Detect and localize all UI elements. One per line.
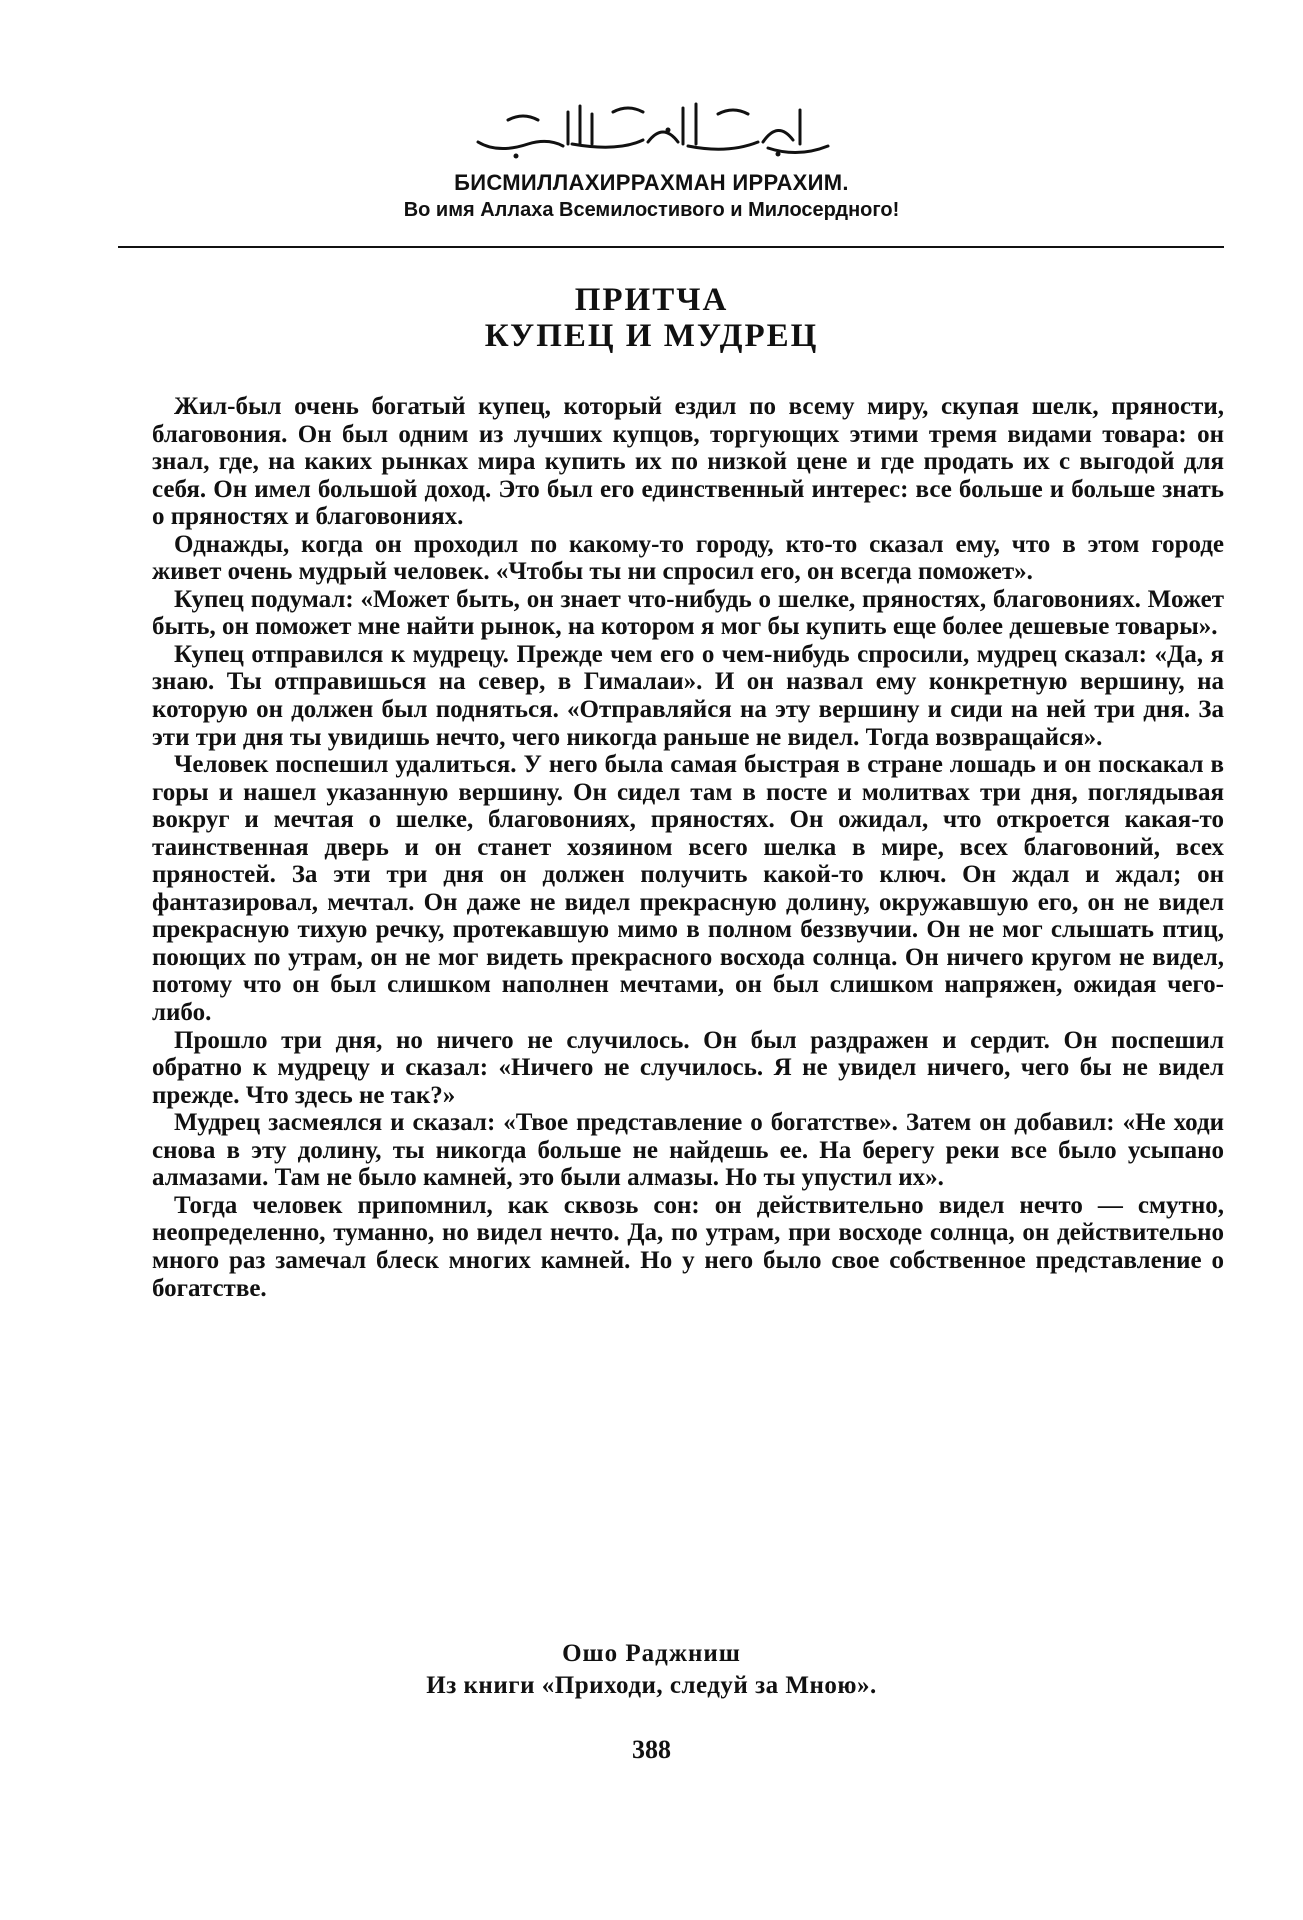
author-line: Ошо Раджниш (562, 1640, 741, 1667)
page-number: 388 (632, 1735, 671, 1764)
paragraph: Купец подумал: «Может быть, он знает что-нибудь о шелке, пряностях, благовониях. Может быть, он поможет мне найти рынок, на котором я мог бы купить еще более дешевые товары». (152, 585, 1224, 641)
bismillah-calligraphy (468, 92, 838, 162)
paragraph: Мудрец засмеялся и сказал: «Твое представление о богатстве». Затем он добавил: «Не ходи снова в эту долину, ты никогда больше не найдешь ее. На берегу реки все было усыпано алмазами. Там не было камней, это были алмазы. Но ты упустил их». (152, 1109, 1224, 1192)
paragraph: Прошло три дня, но ничего не случилось. Он был раздражен и сердит. Он поспешил обратно к мудрецу и сказал: «Ничего не случилось. Я не увидел ничего, чего бы не видел прежде. Что здесь не так?» (152, 1026, 1224, 1109)
article-kind: ПРИТЧА (574, 282, 729, 318)
paragraph: Однажды, когда он проходил по какому-то городу, кто-то сказал ему, что в этом городе живет очень мудрый человек. «Чтобы ты ни спросил его, он всегда поможет». (152, 530, 1224, 586)
paragraph: Купец отправился к мудрецу. Прежде чем его о чем-нибудь спросили, мудрец сказал: «Да, я знаю. Ты отправишься на север, в Гималаи». И он назвал ему конкретную вершину, на которую он должен был подняться. «Отправляйся на эту вершину и сиди на ней три дня. За эти три дня ты увидишь нечто, чего никогда раньше не видел. Тогда возвращайся». (152, 640, 1224, 751)
source-line: Из книги «Приходи, следуй за Мною». (426, 1672, 877, 1699)
paragraph: Тогда человек припомнил, как сквозь сон: он действительно видел нечто — смутно, неопределенно, туманно, но видел нечто. Да, по утрам, при восходе солнца, он действительно много раз замечал блеск многих камней. Но у него было свое собственное представление о богатстве. (152, 1191, 1224, 1302)
article-title: КУПЕЦ И МУДРЕЦ (484, 318, 819, 354)
transliteration-line: БИСМИЛЛАХИРРАХМАН ИРРАХИМ. (454, 170, 849, 195)
paragraph: Человек поспешил удалиться. У него была самая быстрая в стране лошадь и он поскакал в горы и нашел указанную вершину. Он сидел там в посте и молитвах три дня, поглядывая вокруг и мечтая о шелке, благовониях, пряностях. Он ожидал, что откроется какая-то таинственная дверь и он станет хозяином всего шелка в мире, всех благовоний, всех пряностей. За эти три дня он должен получить какой-то ключ. Он ждал и ждал; он фантазировал, мечтал. Он даже не видел прекрасную долину, окружавшую его, он не видел прекрасную тихую речку, протекавшую мимо в полном беззвучии. Он не мог слышать птиц, поющих по утрам, он не мог видеть прекрасного восхода солнца. Он ничего кругом не видел, потому что он был слишком наполнен мечтами, он был слишком напряжен, ожидая чего-либо. (152, 751, 1224, 1027)
meaning-line: Во имя Аллаха Всемилостивого и Милосердного! (403, 199, 900, 221)
header-divider (118, 246, 1224, 248)
paragraph: Жил-был очень богатый купец, который ездил по всему миру, скупая шелк, пряности, благовония. Он был одним из лучших купцов, торгующих этими тремя видами товара: он знал, где, на каких рынках мира купить их по низкой цене и где продать их с выгодой для себя. Он имел большой доход. Это был его единственный интерес: все больше и больше знать о пряностях и благовониях. (152, 393, 1224, 531)
article-body (152, 393, 1224, 1302)
